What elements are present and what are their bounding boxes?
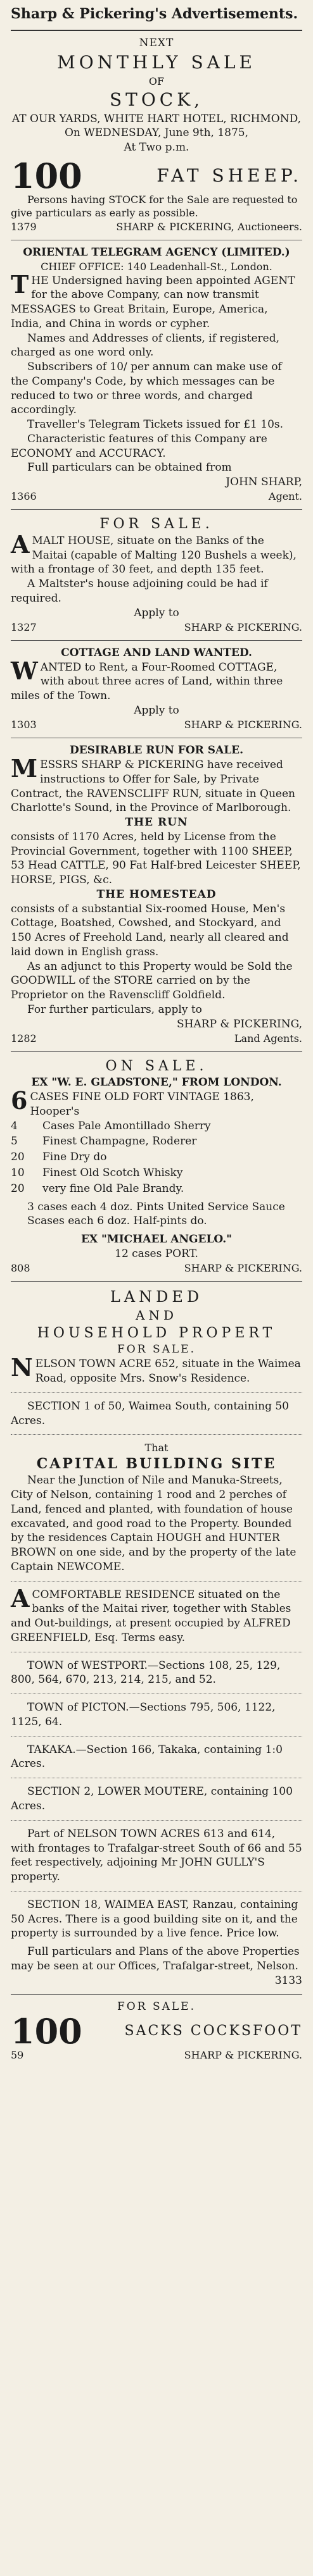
- on-sale-heading: ON SALE.: [105, 1058, 208, 1074]
- run-sub-2: THE HOMESTEAD: [96, 888, 217, 901]
- divider: [11, 640, 302, 641]
- telegram-office: CHIEF OFFICE: 140 Leadenhall-St., London.: [41, 261, 272, 273]
- stock-heading-1: NEXT: [139, 37, 174, 50]
- divider: [11, 1581, 302, 1582]
- firm-name: SHARP & PICKERING,: [116, 220, 234, 233]
- cottage-ad: [11, 646, 302, 731]
- divider: [11, 1891, 302, 1892]
- page-title: Sharp & Pickering's Advertisements.: [11, 6, 298, 22]
- ad-ref: 1327: [11, 621, 37, 633]
- telegram-para-1: THE Undersigned having been appointed AGENT for the above Company, can now transmit MESSAGES to Great Britain, Europe, America, India, and China in words or cypher.: [11, 269, 295, 330]
- stock-notice: Persons having STOCK for the Sale are requested to give particulars as early as possible.: [11, 194, 298, 220]
- landed-p2: SECTION 1 of 50, Waimea South, containing 50 Acres.: [11, 1399, 289, 1427]
- stock-lot: [11, 156, 302, 196]
- ad-ref: 3133: [274, 1974, 302, 1987]
- malt-text-2: A Maltster's house adjoining could be had if required.: [11, 578, 268, 605]
- ship-1: EX "W. E. GLADSTONE," FROM LONDON.: [31, 1076, 282, 1089]
- stock-time: At Two p.m.: [124, 141, 189, 154]
- divider: [11, 1392, 302, 1393]
- landed-ad: [11, 1287, 302, 1988]
- wine-list: [11, 1119, 302, 1196]
- list-item-qty: 20: [11, 1151, 25, 1164]
- landed-p11: Full particulars and Plans of the above Properties may be seen at our Offices, Trafalgar-street, Nelson.: [11, 1945, 300, 1972]
- run-text-3: consists of a substantial Six-roomed House, Men's Cottage, Boatshed, Cowshed, and Stockyard, and 150 Acres of Freehold Land, nearly all cleared and laid down in English grass.: [11, 902, 289, 958]
- malt-house-ad: [11, 515, 302, 634]
- stock-heading-3: OF: [148, 75, 165, 87]
- telegram-para-5: Characteristic features of this Company are ECONOMY and ACCURACY.: [11, 432, 267, 460]
- landed-p9: Part of NELSON TOWN ACRES 613 and 614, with frontages to Trafalgar-street South of 66 and 55 feet respectively, adjoining Mr JOHN GULLY'S property.: [11, 1827, 302, 1884]
- cocksfoot-heading: FOR SALE.: [117, 2000, 196, 2014]
- firm-name: SHARP & PICKERING,: [177, 1017, 302, 1031]
- malt-text: AMALT HOUSE, situate on the Banks of the Maitai (capable of Malting 120 Bushels a week), with a frontage of 30 feet, and depth 135 feet.: [11, 529, 297, 576]
- landed-p6: TOWN of PICTON.—Sections 795, 506, 1122, 1125, 64.: [11, 1701, 276, 1728]
- landed-capital: CAPITAL BUILDING SITE: [36, 1455, 277, 1472]
- landed-p10: SECTION 18, WAIMEA EAST, Ranzau, containing 50 Acres. There is a good building site on it, and the property is surrounded by a live fence. Price low.: [11, 1898, 298, 1940]
- landed-p5: TOWN of WESTPORT.—Sections 108, 25, 129, 800, 564, 670, 213, 214, 215, and 52.: [11, 1659, 281, 1687]
- telegram-footer: [11, 490, 302, 503]
- list-item-desc: Finest Champagne, Roderer: [42, 1135, 197, 1148]
- stock-sale-ad: [11, 36, 302, 233]
- on-sale-extra-1: 3 cases each 4 doz. Pints United Service Sauce: [27, 1200, 285, 1213]
- cocksfoot-qty: 100: [11, 2011, 82, 2052]
- divider: [11, 1281, 302, 1282]
- landed-p3: Near the Junction of Nile and Manuka-Streets, City of Nelson, containing 1 rood and 2 perches of Land, fenced and planted, with foundation of house excavated, and good road to the Property. Bounded by the residences Captain HOUGH and HUNTER BROWN on one side, and by the property of the late Captain NEWCOME.: [11, 1474, 297, 1573]
- cottage-text: WANTED to Rent, a Four-Roomed COTTAGE, with about three acres of Land, within three miles of the Town.: [11, 656, 283, 703]
- run-text-2: consists of 1170 Acres, held by License from the Provincial Government, together with 1100 SHEEP, 53 Head CATTLE, 90 Fat Half-bred Leicester SHEEP, HORSE, PIGS, &c.: [11, 830, 301, 887]
- list-item-desc: Finest Old Scotch Whisky: [42, 1167, 183, 1180]
- telegram-agent-name: JOHN SHARP,: [226, 476, 302, 489]
- cocksfoot-lot: [11, 2011, 302, 2052]
- ad-ref: 1379: [11, 220, 37, 233]
- telegram-para-3: Subscribers of 10/ per annum can make use of the Company's Code, by which messages can be reduced to two or three words, and charged accordingly.: [11, 361, 282, 417]
- ad-ref: 808: [11, 1261, 30, 1274]
- stock-heading-2: MONTHLY SALE: [57, 52, 256, 73]
- firm-name: SHARP & PICKERING.: [184, 1261, 302, 1274]
- divider: [11, 1736, 302, 1737]
- malt-apply: Apply to: [134, 606, 179, 619]
- on-sale-ad: [11, 1057, 302, 1275]
- stock-location: AT OUR YARDS, WHITE HART HOTEL, RICHMOND,: [11, 112, 302, 125]
- run-sub-1: THE RUN: [125, 816, 188, 829]
- divider: [11, 1051, 302, 1052]
- firm-role: Land Agents.: [234, 1032, 302, 1044]
- list-item-qty: 20: [11, 1182, 25, 1195]
- run-text-1: MESSRS SHARP & PICKERING have received instructions to Offer for Sale, by Private Contract, the RAVENSCLIFF RUN, situate in Queen Charlotte's Sound, in the Province of Marlborough.: [11, 753, 295, 815]
- landed-heading-4: FOR SALE.: [117, 1343, 196, 1356]
- run-heading: DESIRABLE RUN FOR SALE.: [69, 744, 244, 757]
- newspaper-column: [11, 0, 302, 2062]
- ad-ref: 59: [11, 2049, 24, 2062]
- on-sale-footer: [11, 1261, 302, 1275]
- cocksfoot-ad: [11, 2000, 302, 2062]
- cottage-footer: [11, 718, 302, 731]
- cottage-apply: Apply to: [134, 704, 179, 717]
- telegram-para-6: Full particulars can be obtained from: [27, 461, 232, 474]
- cocksfoot-item: SACKS COCKSFOOT: [124, 2023, 302, 2040]
- landed-p1: NELSON TOWN ACRE 652, situate in the Waimea Road, opposite Mrs. Snow's Residence.: [11, 1353, 301, 1385]
- divider: [11, 1434, 302, 1435]
- telegram-para-4: Traveller's Telegram Tickets issued for £1 10s.: [27, 418, 284, 431]
- stock-heading-4: STOCK,: [109, 89, 204, 111]
- divider: [11, 1820, 302, 1821]
- telegram-agent-role: Agent.: [268, 490, 302, 502]
- landed-p7: TAKAKA.—Section 166, Takaka, containing 1:0 Acres.: [11, 1743, 283, 1771]
- ad-ref: 1303: [11, 718, 37, 731]
- telegram-para-2: Names and Addresses of clients, if registered, charged as one word only.: [11, 331, 279, 359]
- list-item-qty: 5: [11, 1135, 18, 1148]
- ship-2: EX "MICHAEL ANGELO.": [80, 1233, 233, 1246]
- landed-p8: SECTION 2, LOWER MOUTERE, containing 100 Acres.: [11, 1785, 293, 1812]
- landed-heading-2: AND: [136, 1308, 177, 1323]
- on-sale-intro: 6CASES FINE OLD FORT VINTAGE 1863, Hooper's: [11, 1086, 254, 1118]
- list-item-qty: 4: [11, 1119, 18, 1132]
- run-text-5: For further particulars, apply to: [27, 1003, 202, 1016]
- landed-heading-1: LANDED: [110, 1288, 203, 1306]
- stock-seller: [11, 220, 302, 233]
- divider: [11, 30, 302, 31]
- divider: [11, 509, 302, 510]
- list-item-qty: 10: [11, 1167, 25, 1180]
- stock-item: FAT SHEEP.: [156, 165, 302, 187]
- run-ad: [11, 743, 302, 1045]
- list-item-desc: very fine Old Pale Brandy.: [42, 1182, 184, 1195]
- on-sale-extra-2: Scases each 6 doz. Half-pints do.: [27, 1215, 207, 1228]
- ad-ref: 1282: [11, 1032, 37, 1044]
- firm-name: SHARP & PICKERING.: [184, 718, 302, 731]
- divider: [11, 1994, 302, 1995]
- landed-p4: ACOMFORTABLE RESIDENCE situated on the banks of the Maitai river, together with Stables and Out-buildings, at present occupied by ALFRED GREENFIELD, Esq. Terms easy.: [11, 1583, 291, 1644]
- run-text-4: As an adjunct to this Property would be Sold the GOODWILL of the STORE carried on by the Proprietor on the Ravenscliff Goldfield.: [11, 960, 293, 1002]
- landed-that: That: [144, 1442, 169, 1454]
- firm-name: SHARP & PICKERING.: [184, 621, 302, 633]
- malt-footer: [11, 621, 302, 634]
- list-item-desc: Cases Pale Amontillado Sherry: [42, 1119, 211, 1132]
- ad-ref: 1366: [11, 490, 37, 502]
- firm-name: SHARP & PICKERING.: [184, 2049, 302, 2062]
- firm-role: Auctioneers.: [237, 220, 302, 233]
- telegram-heading: ORIENTAL TELEGRAM AGENCY (LIMITED.): [23, 246, 290, 259]
- cottage-heading: COTTAGE AND LAND WANTED.: [61, 646, 252, 659]
- malt-heading: FOR SALE.: [99, 516, 214, 533]
- run-footer: [11, 1032, 302, 1045]
- landed-heading-3: HOUSEHOLD PROPERT: [37, 1325, 276, 1341]
- stock-qty: 100: [11, 156, 82, 196]
- ship-2-item: 12 cases PORT.: [115, 1247, 198, 1260]
- stock-date: On WEDNESDAY, June 9th, 1875,: [64, 127, 249, 140]
- telegram-ad: [11, 245, 302, 503]
- list-item-desc: Fine Dry do: [42, 1151, 107, 1164]
